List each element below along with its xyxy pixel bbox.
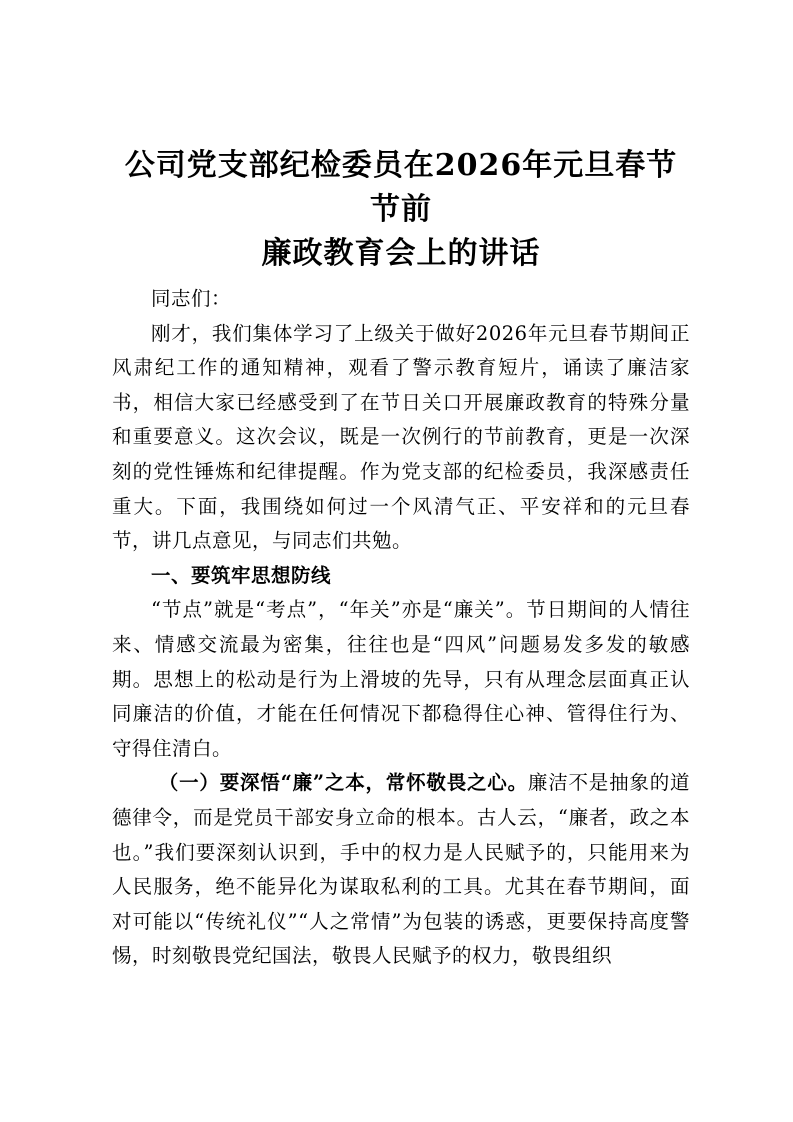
title-line-2: 廉政教育会上的讲话: [261, 236, 541, 271]
document-title: [112, 144, 690, 276]
title-line-1: 公司党支部纪检委员在2026年元旦春节节前: [124, 148, 678, 227]
subsection-1-heading: （一）要深悟“廉”之本，常怀敬畏之心。: [158, 771, 528, 795]
subsection-1-paragraph: [112, 766, 690, 974]
salutation: 同志们：: [151, 287, 232, 310]
subsection-1-body: 廉洁不是抽象的道德律令，而是党员干部安身立命的根本。古人云，“廉者，政之本也。”我们要深刻认识到，手中的权力是人民赋予的，只能用来为人民服务，绝不能异化为谋取私利的工具。尤其在春节期间，面对可能以“传统礼仪”“人之常情”为包装的诱惑，更要保持高度警惕，时刻敬畏党纪国法，敬畏人民赋予的权力，敬畏组织: [112, 771, 690, 968]
section-1-paragraph: “节点”就是“考点”，“年关”亦是“廉关”。节日期间的人情往来、情感交流最为密集，往往也是“四风”问题易发多发的敏感期。思想上的松动是行为上滑坡的先导，只有从理念层面真正认同廉洁的价值，才能在任何情况下都稳得住心神、管得住行为、守得住清白。: [112, 598, 690, 760]
intro-paragraph: 刚才，我们集体学习了上级关于做好2026年元旦春节期间正风肃纪工作的通知精神，观看了警示教育短片，诵读了廉洁家书，相信大家已经感受到了在节日关口开展廉政教育的特殊分量和重要意义。这次会议，既是一次例行的节前教育，更是一次深刻的党性锤炼和纪律提醒。作为党支部的纪检委员，我深感责任重大。下面，我围绕如何过一个风清气正、平安祥和的元旦春节，讲几点意见，与同志们共勉。: [112, 321, 690, 553]
document-body: [112, 144, 690, 974]
section-1-heading: 一、要筑牢思想防线: [151, 563, 332, 587]
